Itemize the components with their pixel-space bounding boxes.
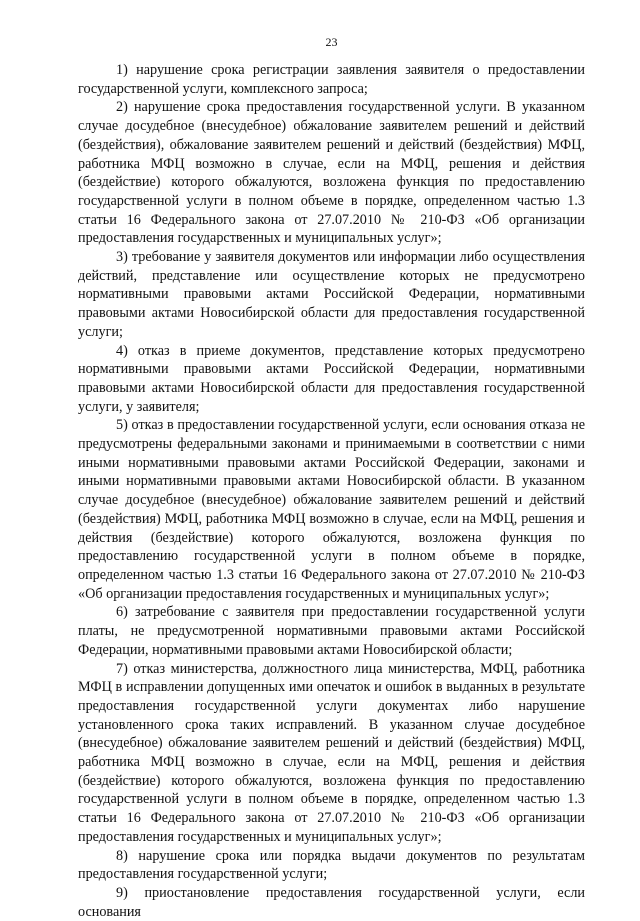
- list-item-1: 1) нарушение срока регистрации заявления заявителя о предоставлении государственной услуги, комплексного запроса;: [78, 62, 585, 97]
- list-item-9: 9) приостановление предоставления государственной услуги, если основания: [78, 884, 585, 920]
- list-item-5: 5) отказ в предоставлении государственной услуги, если основания отказа не предусмотрены федеральными законами и принимаемыми в соответствии с ними иными нормативными правовыми актами Российской Федерации, законами и иными нормативными правовыми актами Новосибирской области. В указанном случае досудебное (внесудебное) обжалование заявителем решений и действий (бездействия) МФЦ, работника МФЦ возможно в случае, если на МФЦ, решения и действия (бездействие) которого обжалуются, возложена функция по предоставлению государственной услуги в полном объеме в порядке, определенном частью 1.3 статьи 16 Федерального закона от 27.07.2010 № 210-ФЗ «Об организации предоставления государственных и муниципальных услуг»;: [78, 417, 585, 602]
- list-item-4: 4) отказ в приеме документов, представление которых предусмотрено нормативными правовыми актами Российской Федерации, нормативными правовыми актами Новосибирской области для предоставления государственной услуги, у заявителя;: [78, 342, 585, 415]
- list-item-7: 7) отказ министерства, должностного лица министерства, МФЦ, работника МФЦ в исправлении допущенных ими опечаток и ошибок в выданных в результате предоставления государственной услуги документах либо нарушение установленного срока таких исправлений. В указанном случае досудебное (внесудебное) обжалование заявителем решений и действий (бездействия) МФЦ, работника МФЦ возможно в случае, если на МФЦ, решения и действия (бездействие) которого обжалуются, возложена функция по предоставлению государственной услуги в полном объеме в порядке, определенном частью 1.3 статьи 16 Федерального закона от 27.07.2010 № 210-ФЗ «Об организации предоставления государственных и муниципальных услуг»;: [78, 660, 585, 845]
- list-item-6: 6) затребование с заявителя при предоставлении государственной услуги платы, не предусмотренной нормативными правовыми актами Российской Федерации, нормативными правовыми актами Новосибирской области;: [78, 604, 585, 658]
- page-number: 23: [325, 35, 338, 49]
- list-item-3: 3) требование у заявителя документов или информации либо осуществления действий, представление или осуществление которых не предусмотрено нормативными правовыми актами Российской Федерации, нормативными правовыми актами Новосибирской области для предоставления государственной услуги;: [78, 249, 585, 340]
- list-item-8: 8) нарушение срока или порядка выдачи документов по результатам предоставления государственной услуги;: [78, 847, 585, 883]
- list-item-2: 2) нарушение срока предоставления государственной услуги. В указанном случае досудебное (внесудебное) обжалование заявителем решений и действий (бездействия), обжалование заявителем решений и действий (бездействия) МФЦ, работника МФЦ возможно в случае, если на МФЦ, решения и действия (бездействие) которого обжалуются, возложена функция по предоставлению государственной услуги в полном объеме в порядке, определенном частью 1.3 статьи 16 Федерального закона от 27.07.2010 № 210-ФЗ «Об организации предоставления государственных и муниципальных услуг»;: [78, 99, 585, 247]
